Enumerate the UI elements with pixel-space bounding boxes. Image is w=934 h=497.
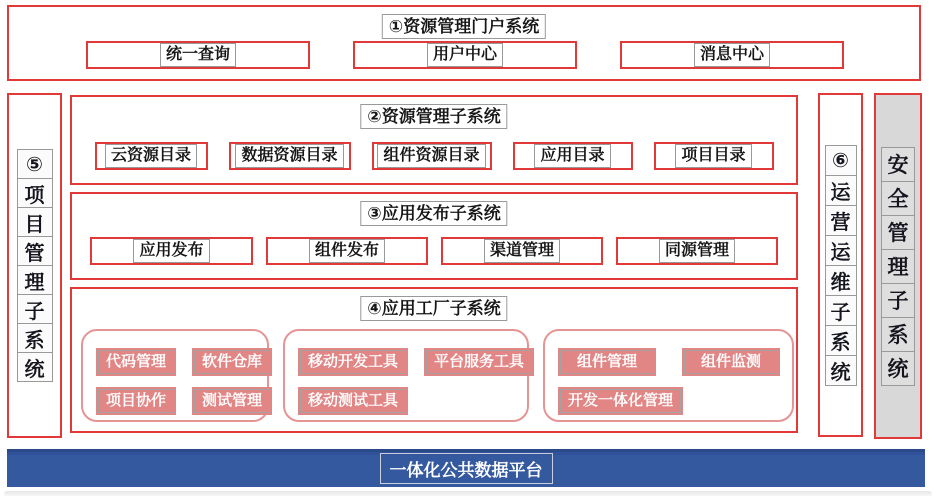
data-resource-catalog-box xyxy=(229,142,351,170)
project-collab-label: 项目协作 xyxy=(98,389,174,413)
message-center-box xyxy=(620,41,844,69)
vertical-char: 维 xyxy=(825,265,857,296)
test-mgmt-chip xyxy=(192,387,272,415)
vertical-char: ⑥ xyxy=(825,145,857,176)
vertical-char: 理 xyxy=(17,265,53,295)
app-factory-subsystem-section xyxy=(70,287,798,433)
app-publish-label: 应用发布 xyxy=(133,239,209,263)
chip-row xyxy=(298,348,525,376)
component-mgmt-chip xyxy=(558,348,656,376)
user-center-label: 用户中心 xyxy=(427,43,503,67)
software-repo-label: 软件仓库 xyxy=(194,350,270,374)
chip-row xyxy=(96,348,263,376)
app-publish-box xyxy=(90,237,253,265)
mobile-dev-tools-chip xyxy=(298,348,408,376)
vertical-char: 统 xyxy=(825,355,857,386)
project-catalog-label: 项目目录 xyxy=(675,144,751,168)
component-tools-group xyxy=(543,329,794,422)
mobile-test-tools-label: 移动测试工具 xyxy=(300,389,406,413)
same-origin-mgmt-label: 同源管理 xyxy=(659,239,735,263)
component-publish-label: 组件发布 xyxy=(309,239,385,263)
channel-mgmt-label: 渠道管理 xyxy=(484,239,560,263)
vertical-char: 系 xyxy=(17,323,53,353)
dev-integration-mgmt-chip xyxy=(558,387,683,415)
app-catalog-label: 应用目录 xyxy=(534,144,610,168)
vertical-char: 运 xyxy=(825,235,857,266)
vertical-char: 项 xyxy=(17,178,53,208)
user-center-box xyxy=(353,41,577,69)
vertical-char: 安 xyxy=(881,147,915,182)
resource-mgmt-subsystem-title: ②资源管理子系统 xyxy=(360,104,507,129)
data-resource-catalog-label: 数据资源目录 xyxy=(235,144,343,168)
mobile-test-tools-chip xyxy=(298,387,408,415)
chip-row xyxy=(558,387,780,415)
code-mgmt-chip xyxy=(96,348,176,376)
mobile-tools-group xyxy=(283,329,529,422)
resource-mgmt-subsystem-section xyxy=(70,95,798,185)
platform-service-tools-chip xyxy=(424,348,534,376)
component-resource-catalog-box xyxy=(372,142,492,170)
message-center-label: 消息中心 xyxy=(694,43,770,67)
dev-integration-mgmt-label: 开发一体化管理 xyxy=(560,389,681,413)
code-mgmt-label: 代码管理 xyxy=(98,350,174,374)
resource-catalog-row xyxy=(72,142,796,170)
component-monitor-label: 组件监测 xyxy=(684,350,778,374)
vertical-char: 系 xyxy=(825,325,857,356)
component-resource-catalog-label: 组件资源目录 xyxy=(377,144,485,168)
unified-query-label: 统一查询 xyxy=(160,43,236,67)
same-origin-mgmt-box xyxy=(616,237,778,265)
mobile-dev-tools-label: 移动开发工具 xyxy=(300,350,406,374)
chip-row xyxy=(96,387,263,415)
vertical-char: 管 xyxy=(17,236,53,266)
code-tools-group xyxy=(81,329,269,422)
app-catalog-box xyxy=(513,142,633,170)
chip-row xyxy=(558,348,780,376)
vertical-char: 全 xyxy=(881,181,915,216)
project-collab-chip xyxy=(96,387,176,415)
vertical-char: 系 xyxy=(881,317,915,352)
project-mgmt-subsystem-column xyxy=(7,93,62,438)
vertical-char: 子 xyxy=(881,283,915,318)
unified-query-box xyxy=(86,41,310,69)
app-factory-subsystem-title: ④应用工厂子系统 xyxy=(360,296,507,321)
component-mgmt-label: 组件管理 xyxy=(560,350,654,374)
vertical-char: 目 xyxy=(17,207,53,237)
vertical-char: 统 xyxy=(881,351,915,386)
vertical-char: 理 xyxy=(881,249,915,284)
channel-mgmt-box xyxy=(441,237,603,265)
software-repo-chip xyxy=(192,348,272,376)
test-mgmt-label: 测试管理 xyxy=(194,389,270,413)
component-monitor-chip xyxy=(682,348,780,376)
vertical-char: 运 xyxy=(825,175,857,206)
integrated-data-platform-bar xyxy=(7,449,925,487)
vertical-char: 管 xyxy=(881,215,915,250)
ops-maintenance-subsystem-column xyxy=(818,93,863,437)
platform-service-tools-label: 平台服务工具 xyxy=(426,350,532,374)
vertical-char: 统 xyxy=(17,352,53,382)
app-publish-subsystem-title: ③应用发布子系统 xyxy=(360,201,507,226)
cloud-resource-catalog-box xyxy=(95,142,208,170)
cloud-resource-catalog-label: 云资源目录 xyxy=(105,144,197,168)
component-publish-box xyxy=(266,237,428,265)
vertical-char: ⑤ xyxy=(17,149,53,179)
vertical-char: 子 xyxy=(825,295,857,326)
portal-system-section xyxy=(7,5,921,81)
vertical-char: 营 xyxy=(825,205,857,236)
app-publish-subsystem-section xyxy=(70,192,798,280)
project-catalog-box xyxy=(654,142,774,170)
publish-row xyxy=(72,237,796,265)
vertical-char: 子 xyxy=(17,294,53,324)
chip-row xyxy=(298,387,515,415)
portal-system-title: ①资源管理门户系统 xyxy=(382,14,546,39)
integrated-data-platform-label: 一体化公共数据平台 xyxy=(380,453,553,484)
factory-groups xyxy=(81,329,790,422)
security-mgmt-subsystem-column xyxy=(874,93,922,439)
